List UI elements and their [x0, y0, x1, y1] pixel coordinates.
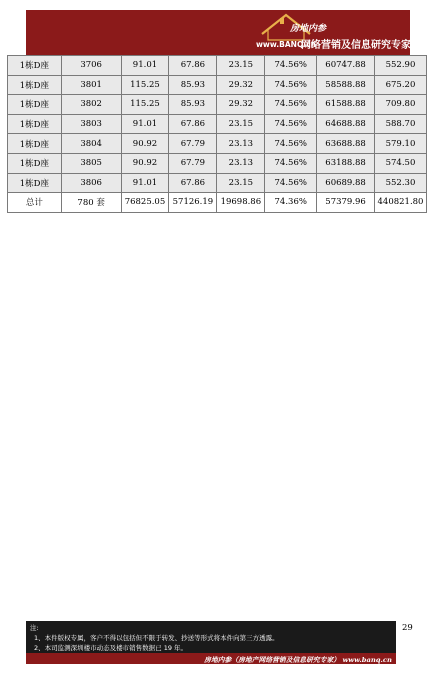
table-cell: 63188.88: [317, 153, 375, 173]
table-cell: 67.79: [169, 134, 217, 154]
table-cell: 552.90: [374, 56, 426, 76]
table-cell: 91.01: [121, 173, 169, 193]
table-row: [8, 95, 427, 115]
table-row: [8, 134, 427, 154]
table-cell: 91.01: [121, 114, 169, 134]
table-cell: 74.56%: [265, 153, 317, 173]
table-cell: 675.20: [374, 75, 426, 95]
table-cell: 709.80: [374, 95, 426, 115]
table-cell: 19698.86: [217, 193, 265, 213]
page-number: 29: [402, 623, 413, 633]
table-cell: 85.93: [169, 95, 217, 115]
table-cell: 90.92: [121, 153, 169, 173]
header-band: [26, 10, 410, 56]
table-cell: 23.15: [217, 114, 265, 134]
note-line-2: 2、本司监测深圳楼市动态及楼市销售数据已 19 年。: [34, 644, 188, 652]
table-cell: 67.86: [169, 56, 217, 76]
table-cell: 588.70: [374, 114, 426, 134]
table-cell: 60689.88: [317, 173, 375, 193]
note-title: 注:: [30, 624, 39, 632]
table-cell: 1栋D座: [8, 56, 62, 76]
note-line-1: 1、本件版权专属，客户不得以包括但不限于转发、抄送等形式将本件向第三方透露。: [34, 634, 279, 642]
table-cell: 74.56%: [265, 56, 317, 76]
logo-url: www.BANQ.cn: [256, 40, 316, 49]
footer-tagline: 房地内参（房地产网络营销及信息研究专家） www.banq.cn: [204, 656, 392, 664]
table-cell: 67.86: [169, 114, 217, 134]
table-cell: 1栋D座: [8, 173, 62, 193]
table-row: [8, 114, 427, 134]
table-cell: 61588.88: [317, 95, 375, 115]
table-cell: 74.56%: [265, 134, 317, 154]
table-cell: 1栋D座: [8, 153, 62, 173]
table-cell: 74.36%: [265, 193, 317, 213]
logo-text: 房地内参: [290, 24, 327, 34]
table-cell: 85.93: [169, 75, 217, 95]
table-cell: 1栋D座: [8, 114, 62, 134]
table-cell: 780 套: [61, 193, 121, 213]
table-cell: 67.86: [169, 173, 217, 193]
table-cell: 115.25: [121, 95, 169, 115]
table-cell: 3706: [61, 56, 121, 76]
sales-table: [7, 55, 427, 213]
header-tagline: 网络营销及信息研究专家: [301, 40, 411, 51]
table-cell: 76825.05: [121, 193, 169, 213]
table-cell: 23.15: [217, 173, 265, 193]
table-cell: 1栋D座: [8, 134, 62, 154]
table-row: [8, 173, 427, 193]
table-total-row: [8, 193, 427, 213]
table-cell: 67.79: [169, 153, 217, 173]
table-row: [8, 56, 427, 76]
table-cell: 总计: [8, 193, 62, 213]
table-cell: 3804: [61, 134, 121, 154]
table-cell: 57379.96: [317, 193, 375, 213]
footer-red-strip: [26, 653, 396, 664]
table-cell: 63688.88: [317, 134, 375, 154]
table-cell: 1栋D座: [8, 95, 62, 115]
table-cell: 74.56%: [265, 75, 317, 95]
table-cell: 58588.88: [317, 75, 375, 95]
table-cell: 23.13: [217, 134, 265, 154]
table-row: [8, 75, 427, 95]
table-cell: 90.92: [121, 134, 169, 154]
footer-band: [26, 621, 396, 664]
table-cell: 57126.19: [169, 193, 217, 213]
table-cell: 3806: [61, 173, 121, 193]
table-cell: 574.50: [374, 153, 426, 173]
table-cell: 23.15: [217, 56, 265, 76]
table-cell: 91.01: [121, 56, 169, 76]
table-cell: 579.10: [374, 134, 426, 154]
table-cell: 3801: [61, 75, 121, 95]
table-cell: 23.13: [217, 153, 265, 173]
table-cell: 440821.80: [374, 193, 426, 213]
table-cell: 115.25: [121, 75, 169, 95]
table-cell: 3805: [61, 153, 121, 173]
table-row: [8, 153, 427, 173]
table-cell: 1栋D座: [8, 75, 62, 95]
table-cell: 29.32: [217, 95, 265, 115]
table-cell: 74.56%: [265, 95, 317, 115]
table-cell: 60747.88: [317, 56, 375, 76]
table-cell: 3802: [61, 95, 121, 115]
table-cell: 3803: [61, 114, 121, 134]
table-cell: 74.56%: [265, 114, 317, 134]
table-cell: 552.30: [374, 173, 426, 193]
table-cell: 29.32: [217, 75, 265, 95]
table-cell: 64688.88: [317, 114, 375, 134]
table-cell: 74.56%: [265, 173, 317, 193]
